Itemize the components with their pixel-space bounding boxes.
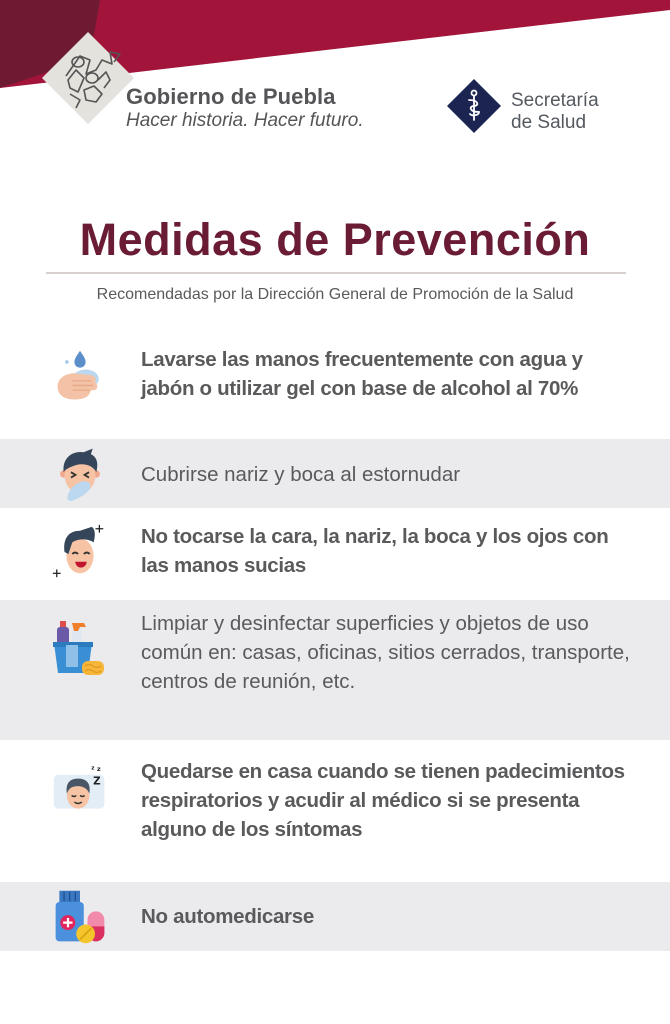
- measure-text: No automedicarse: [141, 905, 314, 928]
- title-divider: [46, 272, 626, 274]
- sneezing-face-icon: [48, 444, 112, 504]
- ministry-branding: [511, 90, 599, 134]
- sleeping-at-home-icon: [48, 758, 112, 818]
- page-subtitle: Recomendadas por la Dirección General de Promoción de la Salud: [96, 286, 574, 303]
- measure-item: [0, 439, 670, 508]
- cleaning-supplies-icon: [48, 612, 112, 682]
- measure-text: Quedarse en casa cuando se tienen padecimientos respiratorios y acudir al médico si se presenta alguno de los síntomas: [141, 760, 625, 841]
- measure-text: Cubrirse nariz y boca al estornudar: [141, 463, 461, 486]
- measure-item: [0, 740, 670, 882]
- government-branding: [126, 84, 364, 132]
- government-name: Gobierno de Puebla: [126, 84, 336, 109]
- medicine-pills-icon: [48, 887, 112, 947]
- measure-item: [0, 600, 670, 740]
- government-slogan: Hacer historia. Hacer futuro.: [126, 110, 364, 131]
- ministry-name-line1: Secretaría: [511, 90, 599, 111]
- measure-text: Limpiar y desinfectar superficies y objetos de uso común en: casas, oficinas, sitios cerrados, transporte, centros de reunión, etc.: [141, 612, 630, 693]
- measure-text: No tocarse la cara, la nariz, la boca y los ojos con las manos sucias: [141, 525, 609, 577]
- measure-item: [0, 508, 670, 600]
- measure-text: Lavarse las manos frecuentemente con agua y jabón o utilizar gel con base de alcohol al 70%: [141, 348, 583, 400]
- puebla-heritage-emblem-icon: [40, 30, 136, 126]
- rod-of-asclepius-icon: [446, 78, 502, 134]
- clean-face-icon: [48, 520, 112, 584]
- svg-text:z: z: [91, 765, 95, 772]
- ministry-name-line2: de Salud: [511, 112, 587, 133]
- measure-item: [0, 882, 670, 951]
- page-title: Medidas de Prevención: [79, 214, 591, 265]
- svg-text:Z: Z: [93, 775, 101, 788]
- measure-item: [0, 340, 670, 439]
- svg-text:z: z: [96, 765, 101, 774]
- hand-washing-icon: [48, 345, 112, 409]
